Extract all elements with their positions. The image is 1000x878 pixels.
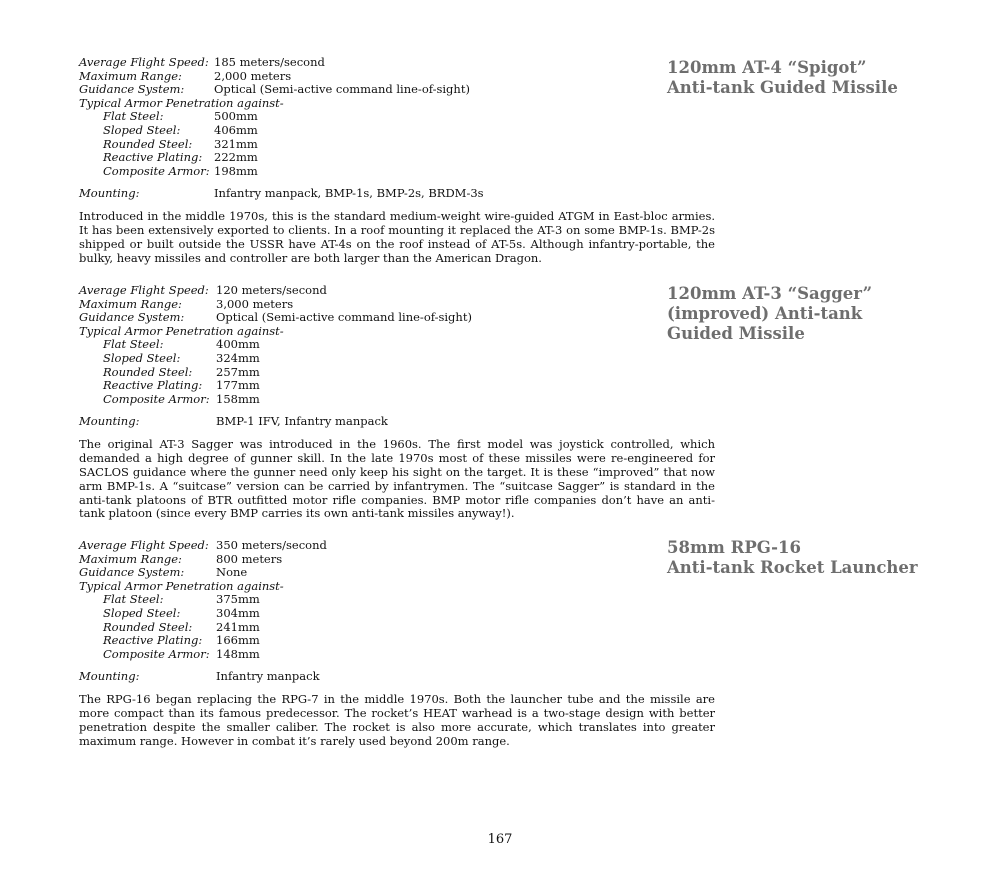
stat-label: Composite Armor:	[103, 391, 210, 406]
stat-value: 400mm	[216, 337, 260, 352]
stat-label: Sloped Steel:	[103, 605, 181, 620]
stat-guidance	[79, 566, 719, 580]
stat-value: None	[216, 565, 248, 580]
heading-line: Anti-tank Rocket Launcher	[667, 558, 918, 577]
stat-value: BMP-1 IFV, Infantry manpack	[216, 414, 388, 429]
stat-composite-armor	[79, 165, 719, 179]
stat-rounded-steel	[79, 621, 719, 635]
stat-flat-steel	[79, 110, 719, 124]
stat-value: 158mm	[216, 391, 260, 406]
stat-label: Average Flight Speed:	[79, 538, 209, 552]
stat-value: 222mm	[214, 150, 258, 165]
stat-label: Composite Armor:	[103, 646, 210, 661]
stat-table	[79, 56, 719, 178]
stat-reactive-plating	[79, 379, 719, 393]
stat-label: Rounded Steel:	[103, 136, 193, 151]
stat-label: Guidance System:	[79, 310, 185, 325]
weapon-heading-at3	[667, 284, 872, 344]
stat-value: 406mm	[214, 122, 258, 137]
weapon-heading-at4	[667, 58, 898, 98]
stat-value: 185 meters/second	[214, 55, 325, 69]
stat-label: Reactive Plating:	[103, 633, 203, 648]
stat-reactive-plating	[79, 151, 719, 165]
stat-value: 324mm	[216, 350, 260, 365]
stat-value: Optical (Semi-active command line-of-sight)	[216, 310, 472, 325]
stat-max-range	[79, 298, 719, 312]
stat-value: 2,000 meters	[214, 68, 292, 83]
stat-value: 3,000 meters	[216, 296, 294, 311]
heading-line: 120mm AT-4 “Spigot”	[667, 58, 867, 77]
stat-value: 177mm	[216, 378, 260, 393]
heading-line: 120mm AT-3 “Sagger”	[667, 284, 873, 303]
stat-value: 198mm	[214, 163, 258, 178]
stat-label: Reactive Plating:	[103, 150, 203, 165]
stat-value: 257mm	[216, 364, 260, 379]
stat-label: Rounded Steel:	[103, 619, 193, 634]
stat-label: Reactive Plating:	[103, 378, 203, 393]
stat-guidance	[79, 83, 719, 97]
stat-label: Maximum Range:	[79, 68, 182, 83]
stat-sloped-steel	[79, 607, 719, 621]
penetration-heading: Typical Armor Penetration against-	[79, 578, 284, 593]
stat-flat-steel	[79, 593, 719, 607]
stat-value: Optical (Semi-active command line-of-sight)	[214, 82, 470, 97]
stat-max-range	[79, 70, 719, 84]
stat-label: Flat Steel:	[103, 592, 164, 607]
stat-flight-speed	[79, 539, 719, 553]
stat-value: 800 meters	[216, 551, 283, 566]
weapon-heading-rpg16	[667, 538, 918, 578]
stat-label: Mounting:	[79, 186, 140, 201]
stat-value: 350 meters/second	[216, 538, 327, 552]
weapon-description: Introduced in the middle 1970s, this is the standard medium-weight wire-guided ATGM in East-bloc armies. It has been extensively exported to clients. In a roof mounting it replaced the AT-3 on some BMP-1s. BMP-2s shipped or built outside the USSR have AT-4s on the roof instead of AT-5s. Although infantry-portable, the bulky, heavy missiles and controller are both larger than the American Dragon.	[79, 209, 715, 265]
stat-value: 120 meters/second	[216, 283, 327, 297]
stat-value: Infantry manpack, BMP-1s, BMP-2s, BRDM-3s	[214, 186, 484, 201]
stat-label: Guidance System:	[79, 565, 185, 580]
stat-label: Sloped Steel:	[103, 122, 181, 137]
stat-label: Average Flight Speed:	[79, 55, 209, 69]
heading-line: Anti-tank Guided Missile	[667, 78, 898, 97]
stat-value: 375mm	[216, 592, 260, 607]
heading-line: (improved) Anti-tank	[667, 304, 863, 323]
weapon-description: The RPG-16 began replacing the RPG-7 in the middle 1970s. Both the launcher tube and the missile are more compact than its famous predecessor. The rocket’s HEAT warhead is a two-stage design with better penetration despite the smaller caliber. The rocket is also more accurate, which translates into greater maximum range. However in combat it’s rarely used beyond 200m range.	[79, 692, 715, 748]
stat-label: Mounting:	[79, 669, 140, 684]
weapon-entry-rpg16	[79, 539, 719, 760]
stat-mounting	[79, 186, 719, 200]
stat-label: Mounting:	[79, 414, 140, 429]
heading-line: Guided Missile	[667, 324, 805, 343]
stat-table	[79, 539, 719, 661]
stat-max-range	[79, 553, 719, 567]
stat-value: 321mm	[214, 136, 258, 151]
weapon-entry-at3	[79, 284, 719, 533]
stat-flight-speed	[79, 284, 719, 298]
stat-value: 500mm	[214, 109, 258, 124]
penetration-heading: Typical Armor Penetration against-	[79, 323, 284, 338]
stat-label: Sloped Steel:	[103, 350, 181, 365]
stat-label: Guidance System:	[79, 82, 185, 97]
stat-value: 241mm	[216, 619, 260, 634]
stat-rounded-steel	[79, 366, 719, 380]
stat-label: Maximum Range:	[79, 296, 182, 311]
stat-flat-steel	[79, 338, 719, 352]
page-number: 167	[487, 832, 513, 847]
stat-value: 166mm	[216, 633, 260, 648]
stat-guidance	[79, 311, 719, 325]
stat-mounting	[79, 414, 719, 428]
stat-sloped-steel	[79, 124, 719, 138]
stat-value: Infantry manpack	[216, 669, 320, 684]
heading-line: 58mm RPG-16	[667, 538, 801, 557]
stat-reactive-plating	[79, 634, 719, 648]
stat-value: 148mm	[216, 646, 260, 661]
stat-composite-armor	[79, 393, 719, 407]
stat-label: Maximum Range:	[79, 551, 182, 566]
stat-label: Rounded Steel:	[103, 364, 193, 379]
weapon-description: The original AT-3 Sagger was introduced in the 1960s. The first model was joystick controlled, which demanded a high degree of gunner skill. In the late 1970s most of these missiles were re-engineered for SACLOS guidance where the gunner need only keep his sight on the target. It is these “improved” that now arm BMP-1s. A “suitcase” version can be carried by infantrymen. The “suitcase Sagger” is standard in the anti-tank platoons of BTR outfitted motor rifle companies. BMP motor rifle companies don’t have an anti-tank platoon (since every BMP carries its own anti-tank missiles anyway!).	[79, 437, 715, 521]
stat-sloped-steel	[79, 352, 719, 366]
stat-value: 304mm	[216, 605, 260, 620]
stat-rounded-steel	[79, 138, 719, 152]
stat-label: Average Flight Speed:	[79, 283, 209, 297]
stat-label: Composite Armor:	[103, 163, 210, 178]
stat-mounting	[79, 669, 719, 683]
stat-composite-armor	[79, 648, 719, 662]
stat-table	[79, 284, 719, 406]
penetration-heading: Typical Armor Penetration against-	[79, 95, 284, 110]
stat-label: Flat Steel:	[103, 337, 164, 352]
stat-flight-speed	[79, 56, 719, 70]
weapon-entry-at4	[79, 56, 719, 277]
stat-label: Flat Steel:	[103, 109, 164, 124]
